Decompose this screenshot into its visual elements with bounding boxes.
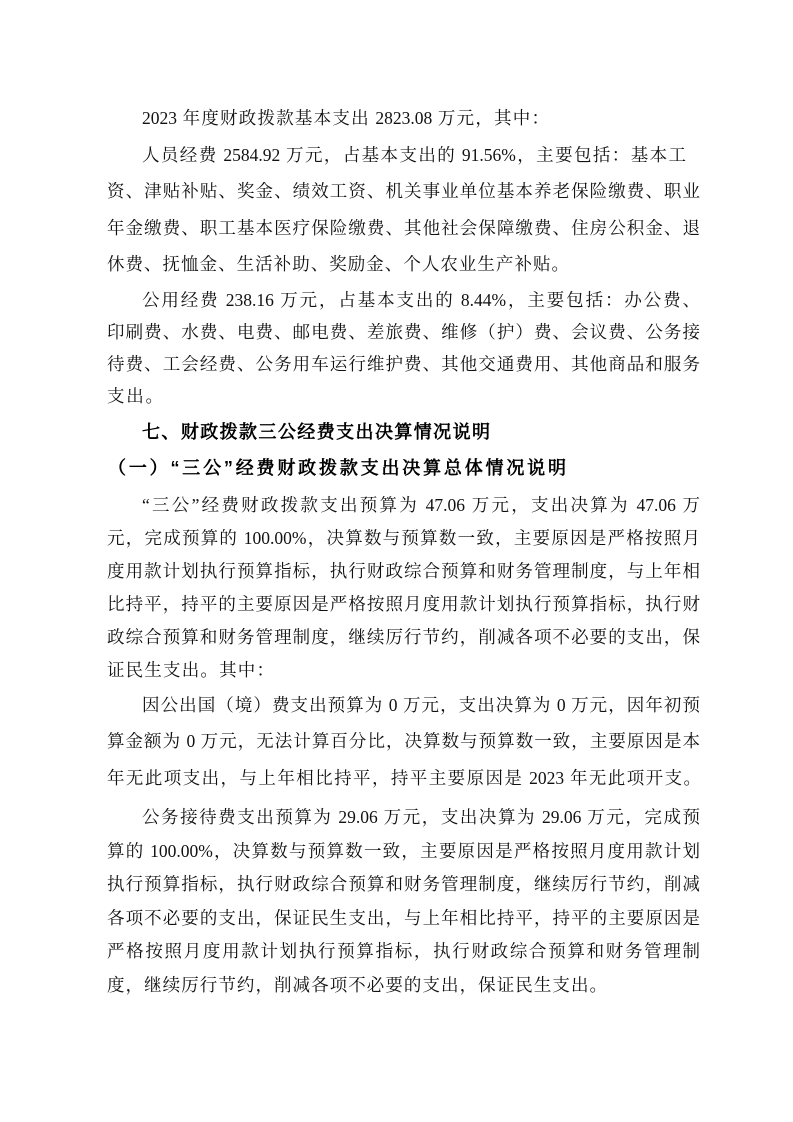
text-line: 支出。	[107, 386, 163, 406]
text-line: 算金额为 0 万元，无法计算百分比，决算数与预算数一致，主要原因是本	[107, 731, 700, 751]
text-line: 休费、抚恤金、生活补助、奖励金、个人农业生产补贴。	[107, 254, 569, 274]
text-line: 年金缴费、职工基本医疗保险缴费、其他社会保障缴费、住房公积金、退	[107, 218, 700, 238]
text-line: 印刷费、水费、电费、邮电费、差旅费、维修（护）费、会议费、公务接	[107, 322, 700, 342]
text-line: 度，继续厉行节约，削减各项不必要的支出，保证民生支出。	[107, 975, 607, 995]
text-line: 度用款计划执行预算指标，执行财政综合预算和财务管理制度，与上年相	[107, 561, 700, 581]
text-line: 严格按照月度用款计划执行预算指标，执行财政综合预算和财务管理制	[107, 941, 700, 961]
section-heading: 七、财政拨款三公经费支出决算情况说明	[142, 422, 490, 442]
text-line: 元，完成预算的 100.00%，决算数与预算数一致，主要原因是严格按照月	[107, 528, 700, 548]
text-line: 年无此项支出，与上年相比持平，持平主要原因是 2023 年无此项开支。	[107, 768, 701, 788]
text-line: 人员经费 2584.92 万元，占基本支出的 91.56%，主要包括：基本工	[142, 145, 686, 165]
text-line: 证民生支出。其中：	[107, 660, 274, 680]
text-line: 公用经费 238.16 万元，占基本支出的 8.44%，主要包括：办公费、	[142, 290, 700, 310]
text-line: “三公”经费财政拨款支出预算为 47.06 万元，支出决算为 47.06 万	[142, 495, 700, 515]
text-line: 各项不必要的支出，保证民生支出，与上年相比持平，持平的主要原因是	[107, 908, 700, 928]
subsection-heading: （一）“三公”经费财政拨款支出决算总体情况说明	[108, 458, 566, 478]
text-line: 比持平，持平的主要原因是严格按照月度用款计划执行预算指标，执行财	[107, 594, 700, 614]
text-line: 算的 100.00%，决算数与预算数一致，主要原因是严格按照月度用款计划	[107, 841, 700, 861]
text-line: 待费、工会经费、公务用车运行维护费、其他交通费用、其他商品和服务	[107, 354, 700, 374]
text-line: 执行预算指标，执行财政综合预算和财务管理制度，继续厉行节约，削减	[107, 874, 700, 894]
text-line: 因公出国（境）费支出预算为 0 万元，支出决算为 0 万元，因年初预	[142, 695, 700, 715]
text-line: 政综合预算和财务管理制度，继续厉行节约，削减各项不必要的支出，保	[107, 627, 700, 647]
text-line: 2023 年度财政拨款基本支出 2823.08 万元，其中：	[142, 108, 549, 128]
text-line: 资、津贴补贴、奖金、绩效工资、机关事业单位基本养老保险缴费、职业	[107, 181, 700, 201]
text-line: 公务接待费支出预算为 29.06 万元，支出决算为 29.06 万元，完成预	[142, 807, 700, 827]
